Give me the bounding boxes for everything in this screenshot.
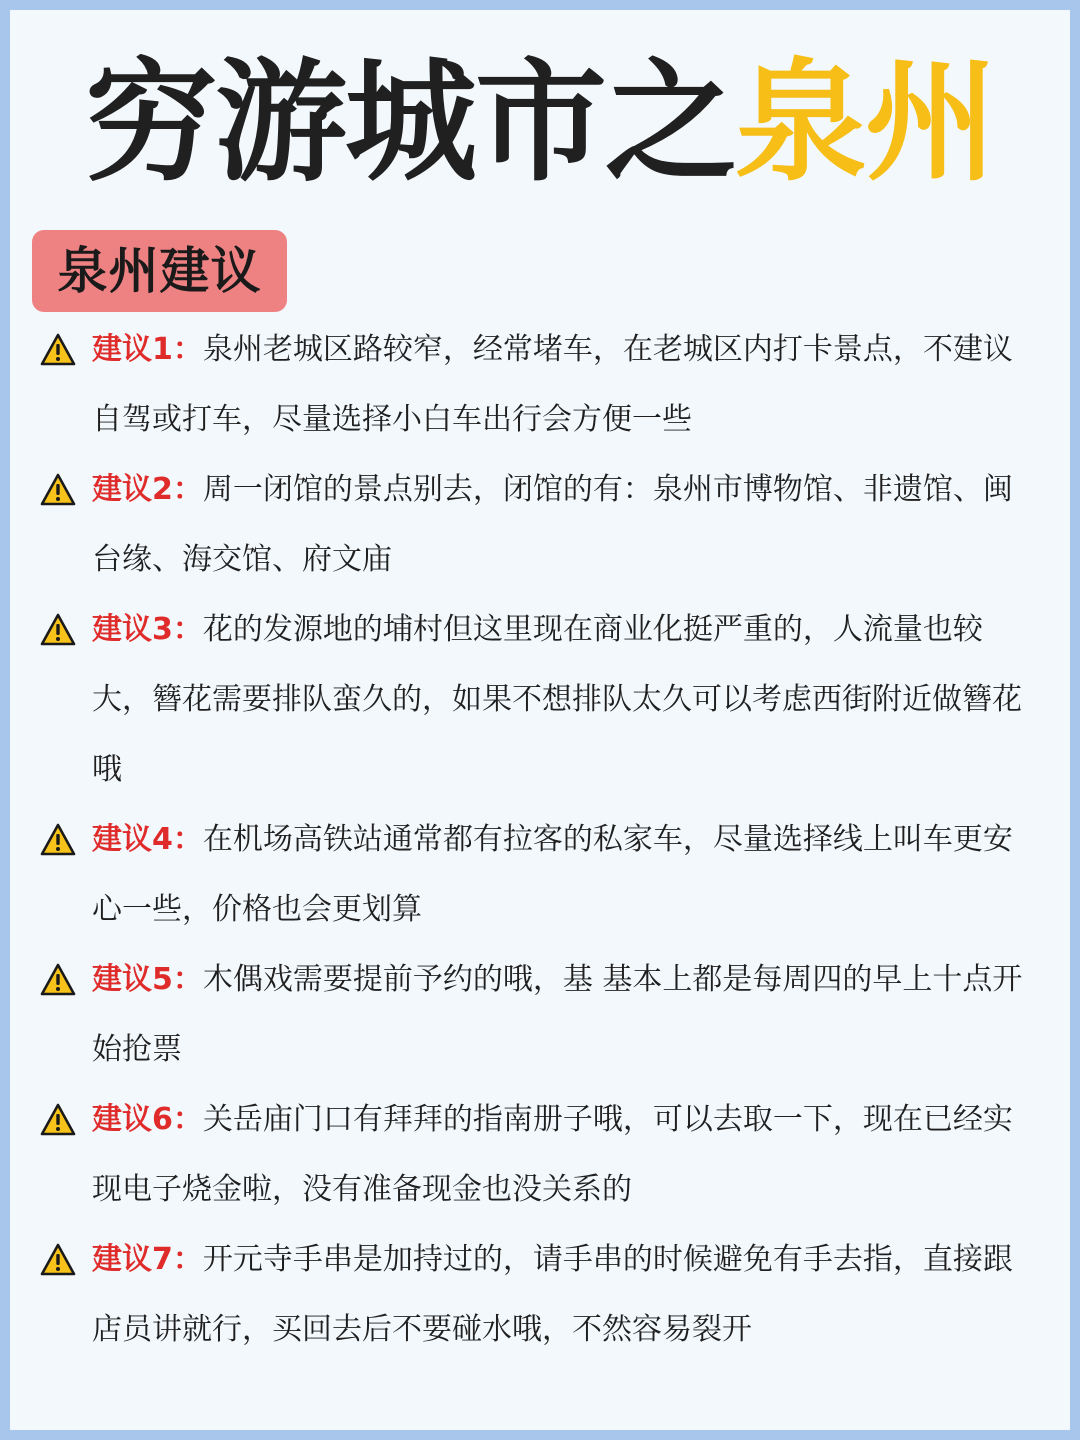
tip-label: 建议2： bbox=[92, 472, 203, 507]
tip-label: 建议6： bbox=[92, 1102, 203, 1137]
tip-label: 建议3： bbox=[92, 612, 203, 647]
tip-text: 开元寺手串是加持过的，请手串的时候避免有手去指，直接跟店员讲就行，买回去后不要碰水哦，不然容易裂开 bbox=[92, 1242, 1013, 1347]
tip-text: 在机场高铁站通常都有拉客的私家车，尽量选择线上叫车更安心一些，价格也会更划算 bbox=[92, 822, 1013, 927]
tip-item bbox=[10, 315, 1070, 455]
tip-label: 建议4： bbox=[92, 822, 203, 857]
content-card bbox=[10, 10, 1070, 1430]
tips-list bbox=[10, 315, 1070, 1365]
tip-item bbox=[10, 595, 1070, 805]
warning-triangle-icon bbox=[40, 962, 76, 998]
warning-triangle-icon bbox=[40, 822, 76, 858]
tip-text: 关岳庙门口有拜拜的指南册子哦，可以去取一下，现在已经实现电子烧金啦，没有准备现金也没关系的 bbox=[92, 1102, 1013, 1207]
tip-item bbox=[10, 1225, 1070, 1365]
tip-item bbox=[10, 805, 1070, 945]
page-title-accent: 泉州 bbox=[735, 46, 995, 200]
warning-triangle-icon bbox=[40, 1242, 76, 1278]
tip-item bbox=[10, 455, 1070, 595]
section-tag: 泉州建议 bbox=[32, 230, 287, 312]
tip-item bbox=[10, 945, 1070, 1085]
tip-label: 建议1： bbox=[92, 332, 203, 367]
warning-triangle-icon bbox=[40, 472, 76, 508]
tip-text: 木偶戏需要提前予约的哦，基 基本上都是每周四的早上十点开始抢票 bbox=[92, 962, 1023, 1067]
warning-triangle-icon bbox=[40, 612, 76, 648]
warning-triangle-icon bbox=[40, 1102, 76, 1138]
tip-text: 花的发源地的埔村但这里现在商业化挺严重的，人流量也较大，簪花需要排队蛮久的，如果不想排队太久可以考虑西街附近做簪花哦 bbox=[92, 612, 1022, 787]
tip-label: 建议7： bbox=[92, 1242, 203, 1277]
tip-text: 泉州老城区路较窄，经常堵车，在老城区内打卡景点，不建议自驾或打车，尽量选择小白车出行会方便一些 bbox=[92, 332, 1013, 437]
page-title bbox=[10, 48, 1070, 198]
tip-item bbox=[10, 1085, 1070, 1225]
tip-label: 建议5： bbox=[92, 962, 203, 997]
warning-triangle-icon bbox=[40, 332, 76, 368]
page-title-main: 穷游城市之 bbox=[85, 46, 735, 200]
tip-text: 周一闭馆的景点别去，闭馆的有：泉州市博物馆、非遗馆、闽台缘、海交馆、府文庙 bbox=[92, 472, 1013, 577]
